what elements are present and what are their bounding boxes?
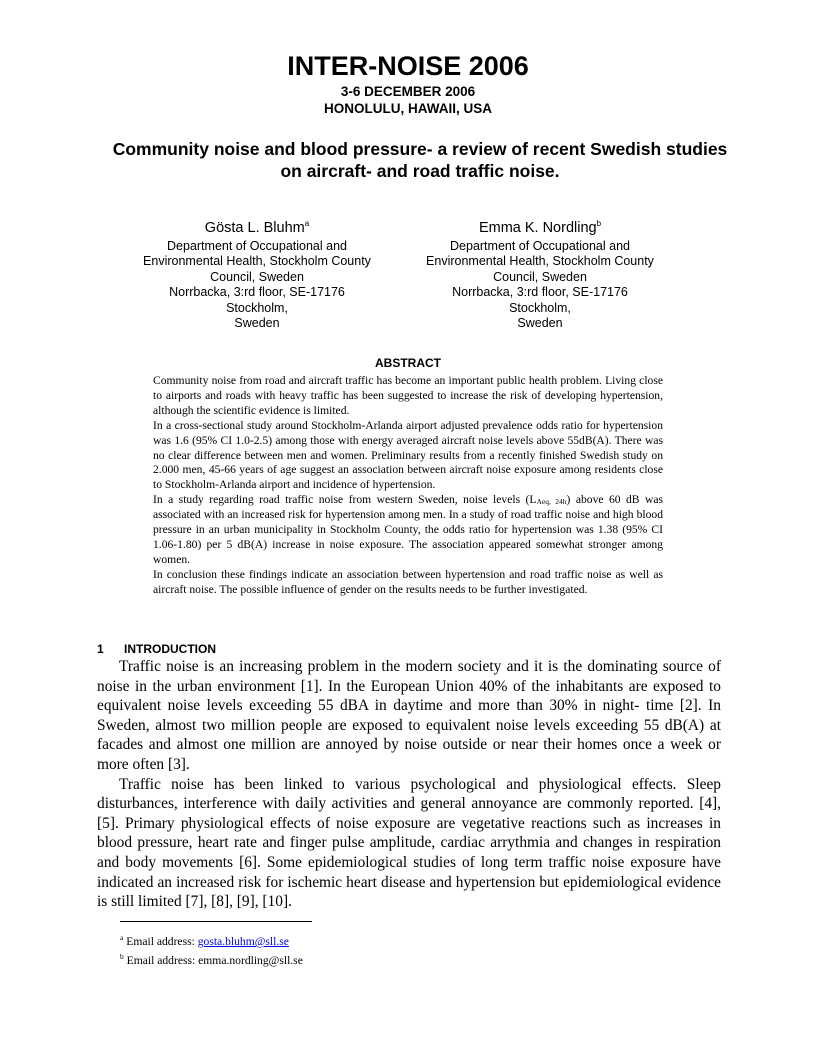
footnote: $^a$ Email address: gosta.bluhm@sll.se	[120, 933, 289, 948]
conference-title: INTER-NOISE 2006	[287, 51, 529, 81]
address-line: Norrbacka, 3:rd floor, SE-17176	[169, 285, 345, 300]
abstract-heading: ABSTRACT	[375, 356, 441, 370]
author-footnote-mark: b	[596, 219, 602, 228]
footnote-divider	[120, 921, 312, 922]
author-name: Gösta L. Bluhm$^a$	[204, 219, 310, 236]
address-line: Sweden	[234, 316, 280, 331]
affiliation-line: Environmental Health, Stockholm County	[426, 254, 654, 269]
body-paragraph: Traffic noise has been linked to various psychological and physiological effects. Sleep disturbances, interference with daily activities and general annoyance are commonly reported. [4], [5]. Primary physiological effects of noise exposure are vegetative reactions such as increases in blood pressure, heart rate and finger pulse amplitude, cardiac arrythmia and changes in respiration and body movements [6]. Some epidemiological studies of long term traffic noise exposure have indicated an increased risk for ischemic heart disease and hypertension but epidemiological evidence is still limited [7], [8], [9], [10].	[97, 775, 721, 911]
abstract-paragraph: Community noise from road and aircraft traffic has become an important public health problem. Living close to airports and roads with heavy traffic has been suggested to increase the risk of developing hypertension, although the scientific evidence is limited.	[153, 374, 663, 417]
address-line: Sweden	[517, 316, 563, 331]
introduction-body	[97, 657, 721, 912]
footnote: $^b$ Email address: emma.nordling@sll.se	[120, 952, 303, 968]
affiliation-line: Department of Occupational and	[167, 238, 347, 253]
affiliation-line: Council, Sweden	[210, 269, 304, 284]
footnote-mark: a	[120, 933, 124, 942]
section-heading	[97, 642, 397, 657]
conference-location: HONOLULU, HAWAII, USA	[324, 101, 492, 116]
affiliation-line: Department of Occupational and	[450, 238, 630, 253]
author-name: Emma K. Nordling$^b$	[478, 219, 602, 236]
subscript: Aeq, 24h	[536, 497, 567, 507]
abstract-body	[153, 374, 663, 598]
affiliation-line: Environmental Health, Stockholm County	[143, 254, 371, 269]
affiliation-line: Council, Sweden	[493, 269, 587, 284]
email-link[interactable]: gosta.bluhm@sll.se	[197, 934, 289, 948]
conference-dates: 3-6 DECEMBER 2006	[340, 84, 476, 99]
address-line: Norrbacka, 3:rd floor, SE-17176	[452, 285, 628, 300]
address-line: Stockholm,	[509, 300, 571, 315]
section-number: 1	[97, 642, 104, 656]
author-footnote-mark: a	[304, 219, 310, 228]
footnotes	[120, 930, 520, 969]
abstract-paragraph: In a cross-sectional study around Stockholm-Arlanda airport adjusted prevalence odds ratio for hypertension was 1.6 (95% CI 1.0-2.5) among those with energy averaged aircraft noise levels above 55dB(A). There was no clear difference between men and women. Preliminary results from a recently finished Swedish study on 2.000 men, 45-66 years of age suggest an association between aircraft noise exposure among residents close to Stockholm-Arlanda airport and incidence of hypertension.	[153, 418, 663, 492]
abstract-paragraph: In a study regarding road traffic noise from western Sweden, noise levels $(L_{Aeq, 24h})$ above 60 dB was associated with an increased risk for hypertension among men. In a study of road traffic noise and high blood pressure in an urban municipality in Stockholm County, the odds ratio for hypertension was 1.38 (95% CI 1.06-1.80) per 5 dB(A) increase in noise exposure. The association appeared somewhat stronger among women.	[153, 493, 663, 566]
body-paragraph: Traffic noise is an increasing problem in the modern society and it is the dominating source of noise in the urban environment [1]. In the European Union 40% of the inhabitants are exposed to equivalent noise levels exceeding 55 dBA in daytime and more than 30% in night- time [2]. In Sweden, almost two million people are exposed to equivalent noise levels exceeding 55 dB(A) at facades and almost one million are annoyed by noise outside or near their homes once a week or more often [3].	[97, 658, 721, 773]
email-text: emma.nordling@sll.se	[198, 954, 303, 968]
footnote-mark: b	[120, 952, 124, 962]
abstract-paragraph: In conclusion these findings indicate an association between hypertension and road traffic noise as well as aircraft noise. The possible influence of gender on the results needs to be further investigated.	[153, 567, 663, 596]
address-line: Stockholm,	[226, 300, 288, 315]
author-block-2	[395, 214, 685, 332]
paper-title: Community noise and blood pressure- a review of recent Swedish studies on aircraft- and road traffic noise.	[112, 139, 728, 181]
section-title: INTRODUCTION	[124, 642, 216, 656]
author-block-1	[112, 214, 402, 332]
